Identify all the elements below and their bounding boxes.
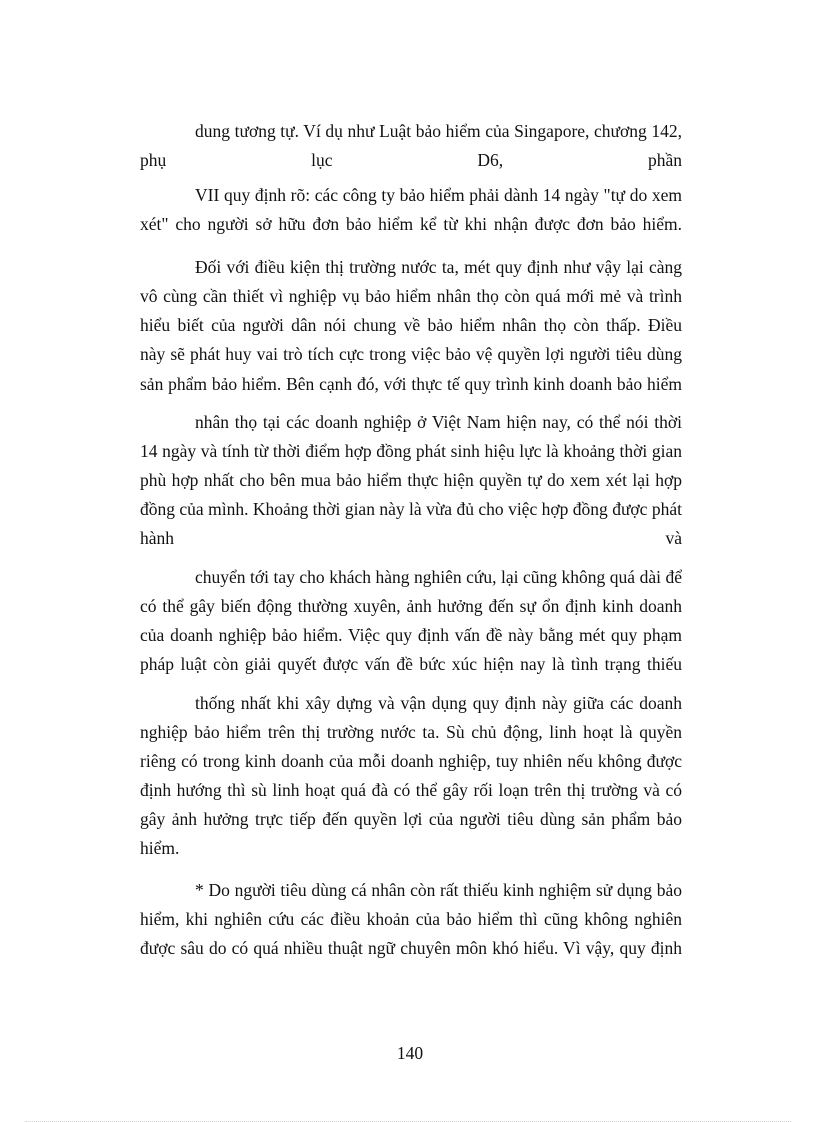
- paragraph-first-line: * Do người tiêu dùng cá nhân còn rất thiếu kinh nghiệm sử dụng bảo: [195, 880, 682, 900]
- text-line: của doanh nghiệp bảo hiểm. Việc quy định vấn đề này bằng mét quy phạm: [140, 625, 682, 645]
- text-line: này sẽ phát huy vai trò tích cực trong việc bảo vệ quyền lợi người tiêu dùng: [140, 344, 682, 364]
- text-line: sản phẩm bảo hiểm. Bên cạnh đó, với thực tế quy trình kinh doanh bảo hiểm: [140, 374, 682, 394]
- paragraph-first-line: dung tương tự. Ví dụ như Luật bảo hiểm của Singapore, chương 142,: [195, 121, 682, 141]
- text-line: đồng của mình. Khoảng thời gian này là vừa đủ cho việc hợp đồng được phát: [140, 499, 682, 519]
- text-line: có thể gây biến động thường xuyên, ảnh hưởng đến sự ổn định kinh doanh: [140, 596, 682, 616]
- page-border: [25, 1121, 791, 1122]
- paragraph-first-line: Đối với điều kiện thị trường nước ta, mét quy định như vậy lại càng: [195, 257, 682, 277]
- paragraph-first-line: chuyển tới tay cho khách hàng nghiên cứu, lại cũng không quá dài để: [195, 567, 682, 587]
- text-line: phù hợp nhất cho bên mua bảo hiểm thực hiện quyền tự do xem xét lại hợp: [140, 470, 682, 490]
- text-line: nghiệp bảo hiểm trên thị trường nước ta. Sù chủ động, linh hoạt là quyền: [140, 722, 682, 742]
- paragraph-first-line: VII quy định rõ: các công ty bảo hiểm phải dành 14 ngày "tự do xem: [195, 185, 682, 205]
- text-line: vô cùng cần thiết vì nghiệp vụ bảo hiểm nhân thọ còn quá mới mẻ và trình: [140, 286, 682, 306]
- text-line: hiểm.: [140, 838, 180, 858]
- text-line: hành và: [140, 528, 682, 548]
- text-line: hiểm, khi nghiên cứu các điều khoản của bảo hiểm thì cũng không nghiên: [140, 909, 682, 929]
- text-line: riêng có trong kinh doanh của mỗi doanh nghiệp, tuy nhiên nếu không được: [140, 751, 682, 771]
- paragraph-first-line: nhân thọ tại các doanh nghiệp ở Việt Nam hiện nay, có thể nói thời: [195, 412, 682, 432]
- text-line: gây ảnh hưởng trực tiếp đến quyền lợi của người tiêu dùng sản phẩm bảo: [140, 809, 682, 829]
- text-line: pháp luật còn giải quyết được vấn đề bức xúc hiện nay là tình trạng thiếu: [140, 654, 682, 674]
- text-line: 14 ngày và tính từ thời điểm hợp đồng phát sinh hiệu lực là khoảng thời gian: [140, 441, 682, 461]
- text-line: xét" cho người sở hữu đơn bảo hiểm kể từ khi nhận được đơn bảo hiểm.: [140, 214, 682, 234]
- page-number: 140: [396, 1043, 424, 1063]
- text-line: được sâu do có quá nhiều thuật ngữ chuyên môn khó hiểu. Vì vậy, quy định: [140, 938, 682, 958]
- paragraph-first-line: thống nhất khi xây dựng và vận dụng quy định này giữa các doanh: [195, 693, 682, 713]
- text-line: phụ lục D6, phần: [140, 150, 682, 170]
- text-line: định hướng thì sù linh hoạt quá đà có thể gây rối loạn trên thị trường và có: [140, 780, 682, 800]
- text-line: hiểu biết của người dân nói chung về bảo hiểm nhân thọ còn thấp. Điều: [140, 315, 682, 335]
